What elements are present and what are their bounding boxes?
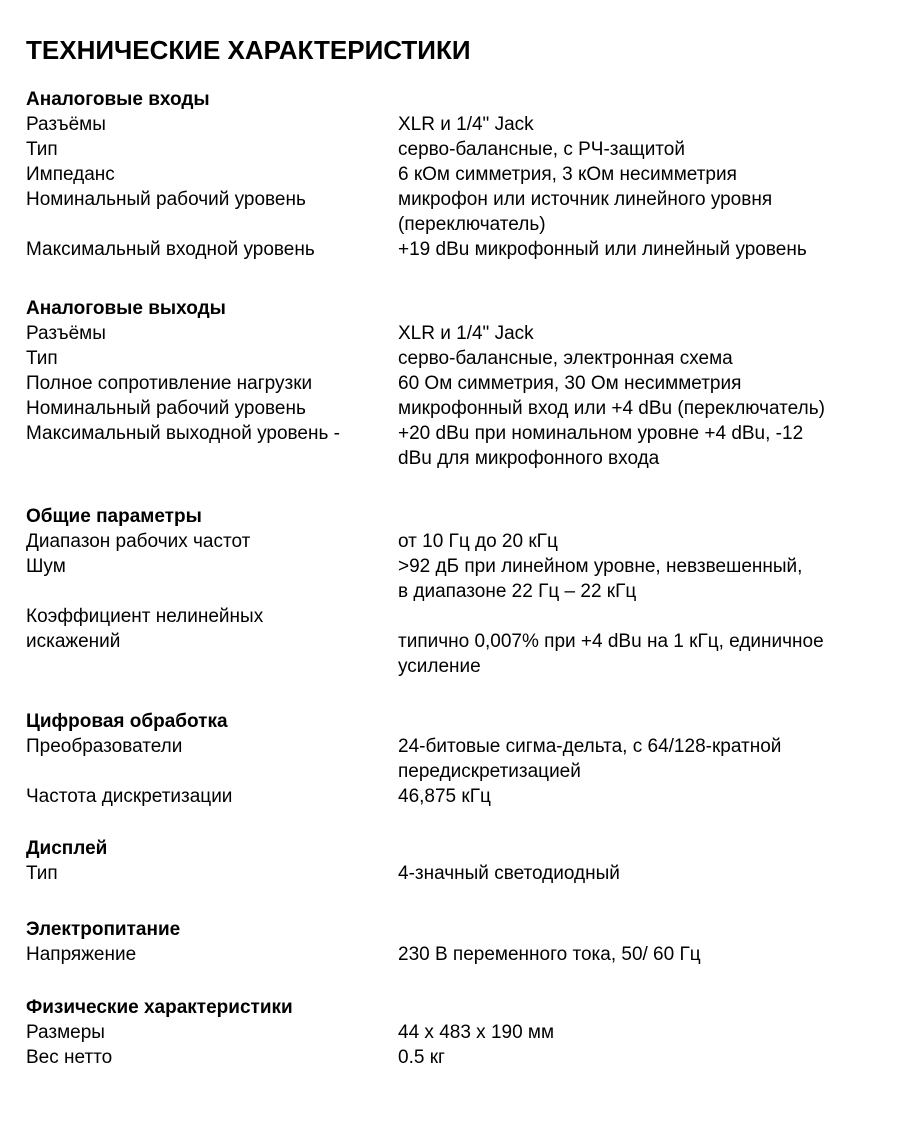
section-general-parameters [26, 505, 896, 679]
section-heading: Физические характеристики [26, 997, 293, 1018]
section-heading: Электропитание [26, 919, 181, 940]
spec-label: Размеры [26, 1022, 105, 1043]
section-analog-outputs [26, 297, 896, 471]
spec-label: Максимальный входной уровень [26, 239, 315, 260]
spec-value: XLR и 1/4" Jack [398, 323, 534, 344]
spec-value: серво-балансные, электронная схема [398, 348, 733, 369]
spec-value: >92 дБ при линейном уровне, невзвешенный, в диапазоне 22 Гц – 22 кГц [398, 556, 803, 602]
spec-value: 24-битовые сигма-дельта, с 64/128-кратной передискретизацией [398, 736, 782, 782]
spec-row [26, 162, 896, 187]
spec-row [26, 421, 896, 471]
spec-label: Разъёмы [26, 323, 106, 344]
spec-row [26, 554, 896, 604]
spec-value: 46,875 кГц [398, 786, 491, 807]
spec-value: 4-значный светодиодный [398, 863, 620, 884]
spec-value: 44 х 483 х 190 мм [398, 1022, 555, 1043]
spec-label: Коэффициент нелинейных искажений [26, 606, 264, 652]
spec-row [26, 604, 896, 679]
spec-row [26, 861, 896, 886]
spec-label: Преобразователи [26, 736, 183, 757]
spec-label: Напряжение [26, 944, 137, 965]
section-heading: Дисплей [26, 838, 108, 859]
spec-value: 0.5 кг [398, 1047, 445, 1068]
spec-value: микрофонный вход или +4 dBu (переключатель) [398, 398, 825, 419]
spec-row [26, 371, 896, 396]
spec-row [26, 734, 896, 784]
spec-row [26, 942, 896, 967]
spec-label: Номинальный рабочий уровень [26, 398, 306, 419]
spec-value: 6 кОм симметрия, 3 кОм несимметрия [398, 164, 737, 185]
spec-label: Диапазон рабочих частот [26, 531, 251, 552]
spec-value: серво-балансные, с РЧ-защитой [398, 139, 685, 160]
spec-row [26, 346, 896, 371]
section-heading: Аналоговые входы [26, 89, 210, 110]
page-title: ТЕХНИЧЕСКИЕ ХАРАКТЕРИСТИКИ [26, 35, 471, 65]
spec-label: Тип [26, 863, 58, 884]
spec-label: Импеданс [26, 164, 115, 185]
spec-row [26, 187, 896, 237]
spec-row [26, 784, 896, 809]
spec-row [26, 112, 896, 137]
spec-row [26, 321, 896, 346]
section-heading: Аналоговые выходы [26, 298, 226, 319]
spec-value: +20 dBu при номинальном уровне +4 dBu, -12 dBu для микрофонного входа [398, 423, 804, 469]
spec-value: 60 Ом симметрия, 30 Ом несимметрия [398, 373, 742, 394]
spec-value: +19 dBu микрофонный или линейный уровень [398, 239, 807, 260]
spec-row [26, 137, 896, 162]
spec-value: типично 0,007% при +4 dBu на 1 кГц, единичное усиление [398, 631, 824, 677]
spec-value: XLR и 1/4" Jack [398, 114, 534, 135]
section-digital-processing [26, 710, 896, 809]
spec-label: Тип [26, 139, 58, 160]
section-heading: Общие параметры [26, 506, 202, 527]
spec-value: 230 В переменного тока, 50/ 60 Гц [398, 944, 701, 965]
spec-label: Тип [26, 348, 58, 369]
spec-label: Вес нетто [26, 1047, 113, 1068]
section-analog-inputs [26, 88, 896, 262]
spec-label: Максимальный выходной уровень - [26, 423, 340, 444]
spec-label: Шум [26, 556, 66, 577]
spec-label: Номинальный рабочий уровень [26, 189, 306, 210]
spec-label: Разъёмы [26, 114, 106, 135]
spec-row [26, 1020, 896, 1045]
spec-label: Частота дискретизации [26, 786, 233, 807]
spec-row [26, 529, 896, 554]
spec-row [26, 1045, 896, 1070]
section-heading: Цифровая обработка [26, 711, 228, 732]
spec-row [26, 237, 896, 262]
spec-label: Полное сопротивление нагрузки [26, 373, 313, 394]
section-physical-characteristics [26, 996, 896, 1070]
spec-value: микрофон или источник линейного уровня (переключатель) [398, 189, 773, 235]
spec-row [26, 396, 896, 421]
spec-value: от 10 Гц до 20 кГц [398, 531, 558, 552]
section-power-supply [26, 918, 896, 967]
section-display [26, 837, 896, 886]
